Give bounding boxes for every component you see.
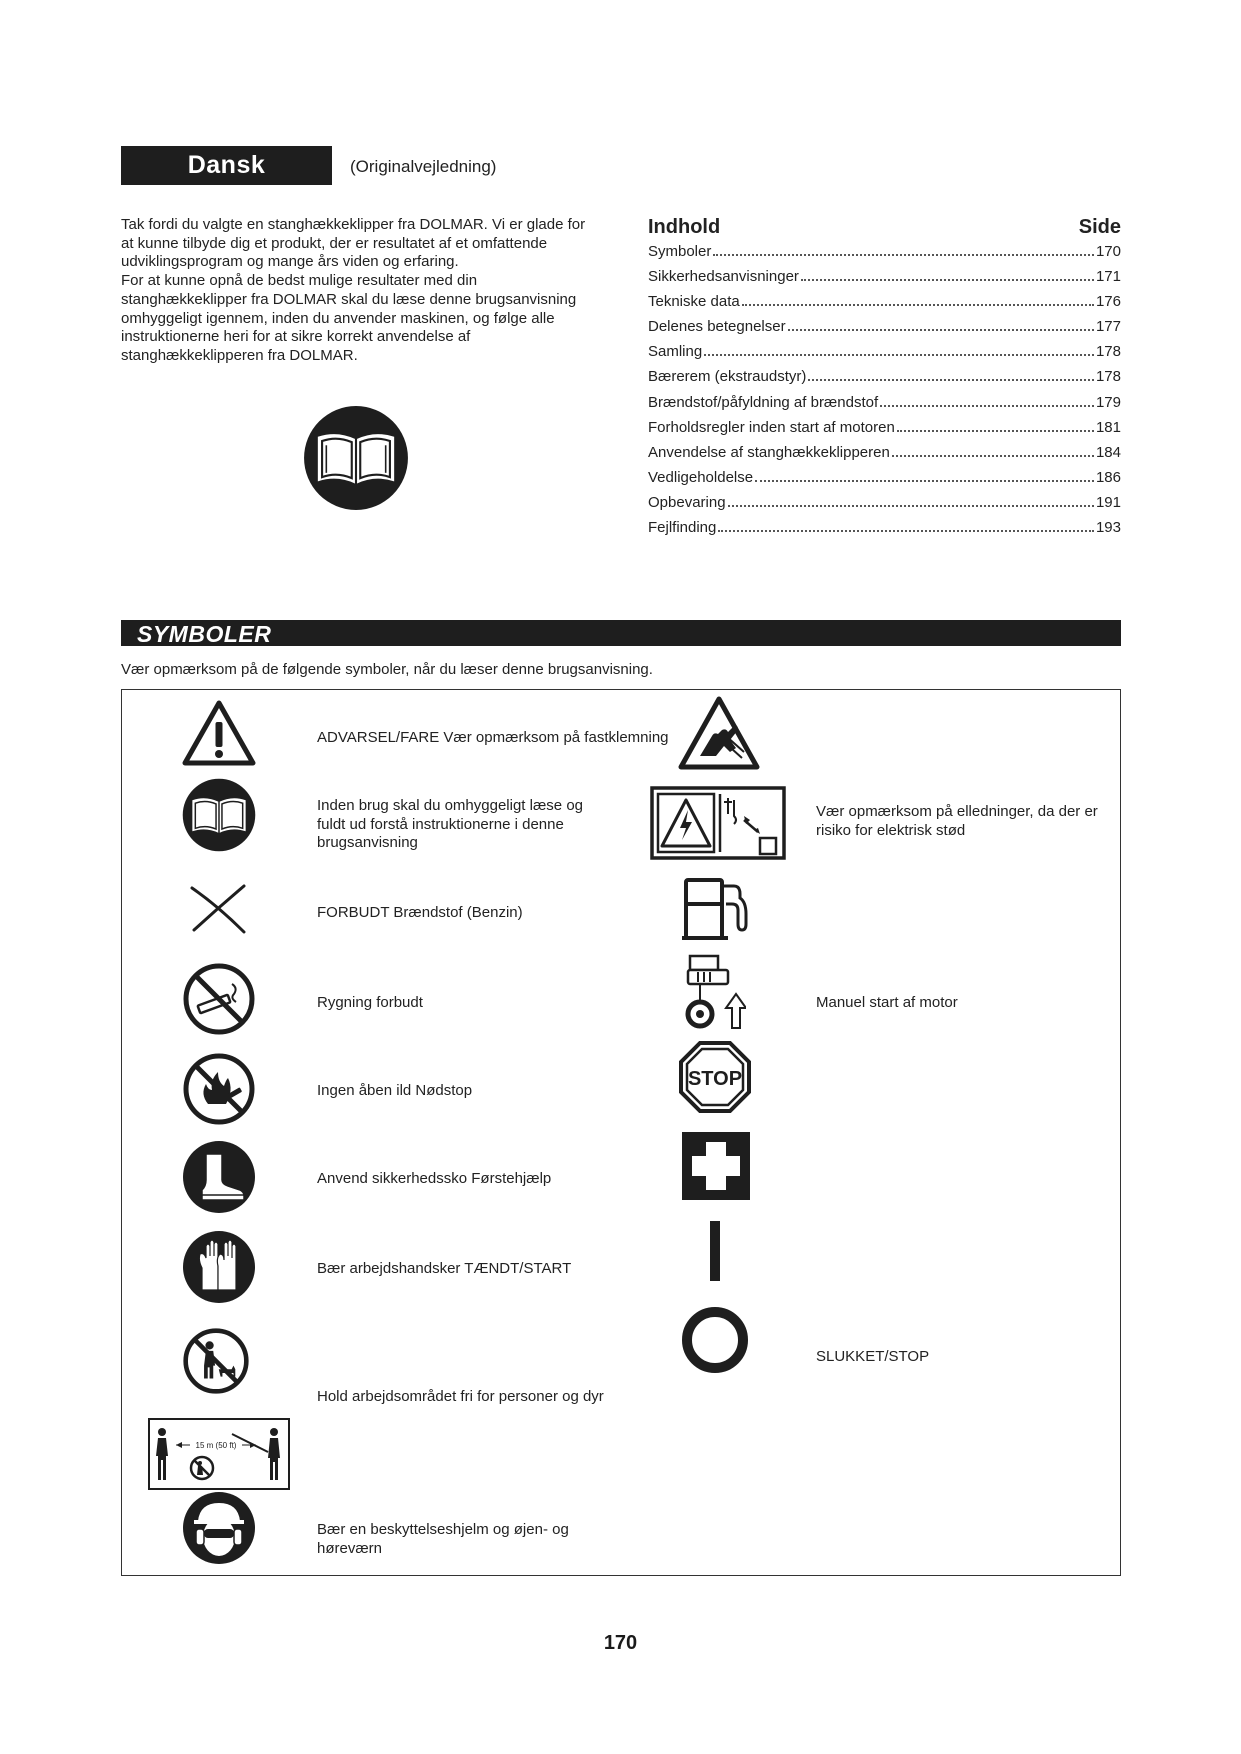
toc-entry-label: Samling bbox=[648, 343, 703, 361]
toc-entry bbox=[648, 293, 1121, 318]
original-manual-subtitle: (Originalvejledning) bbox=[350, 157, 497, 176]
no-open-flame-icon bbox=[182, 1052, 256, 1126]
manual-start-icon bbox=[684, 952, 746, 1030]
symbols-intro: Vær opmærksom på de følgende symboler, når du læser denne brugsanvisning. bbox=[121, 661, 653, 678]
prohibited-cross-icon bbox=[188, 882, 248, 936]
helmet-goggles-ear-protection-icon bbox=[182, 1491, 256, 1565]
toc-entry-label: Opbevaring bbox=[648, 493, 726, 511]
toc-entry-page: 178 bbox=[1095, 368, 1121, 386]
toc-leader-dots bbox=[742, 304, 1094, 306]
toc-entry-page: 179 bbox=[1095, 393, 1121, 411]
toc-entry-label: Fejlfinding bbox=[648, 519, 717, 537]
toc-entry bbox=[648, 394, 1121, 419]
on-start-icon bbox=[708, 1221, 722, 1281]
toc-entry-label: Tekniske data bbox=[648, 293, 740, 311]
symbol-label-protective-gear: Bær en beskyttelseshjelm og øjen- og høreværn bbox=[317, 1521, 569, 1557]
distance-label: 15 m (50 ft) bbox=[195, 1441, 237, 1450]
symbol-label-no-smoking: Rygning forbudt bbox=[317, 994, 423, 1011]
power-line-hazard-icon bbox=[650, 786, 786, 860]
no-smoking-icon bbox=[182, 962, 256, 1036]
no-persons-animals-icon bbox=[182, 1327, 250, 1395]
toc-title: Indhold bbox=[648, 216, 721, 238]
table-of-contents bbox=[648, 216, 1121, 544]
toc-entry-page: 170 bbox=[1095, 243, 1121, 260]
toc-entry-label: Delenes betegnelser bbox=[648, 318, 786, 336]
first-aid-icon bbox=[682, 1132, 750, 1200]
toc-leader-dots bbox=[755, 480, 1094, 482]
toc-entry bbox=[648, 419, 1121, 444]
stop-sign-text: STOP bbox=[687, 1068, 743, 1090]
symbol-label-manual-start: Manuel start af motor bbox=[816, 994, 958, 1011]
symbol-label-no-open-flame: Ingen åben ild Nødstop bbox=[317, 1082, 473, 1099]
toc-entry bbox=[648, 469, 1121, 494]
off-stop-icon bbox=[680, 1305, 750, 1375]
toc-entry-page: 181 bbox=[1095, 418, 1121, 436]
page-number: 170 bbox=[603, 1632, 638, 1654]
intro-text bbox=[121, 216, 601, 366]
pinch-hazard-icon bbox=[678, 696, 760, 770]
toc-entry-page: 177 bbox=[1095, 318, 1121, 336]
toc-leader-dots bbox=[880, 405, 1094, 407]
toc-page-header: Side bbox=[1078, 216, 1121, 238]
toc-leader-dots bbox=[897, 430, 1094, 432]
toc-entry bbox=[648, 343, 1121, 368]
intro-paragraph-2: For at kunne opnå de bedst mulige resultater med din stanghækkeklipper fra DOLMAR skal du læse denne brugsanvisning omhyggeligt igennem, inden du anvender maskinen, og følge alle instruktionerne heri for at sikre korrekt anvendelse af stanghækkeklipperen fra DOLMAR. bbox=[121, 272, 577, 364]
fuel-pump-icon bbox=[682, 876, 752, 942]
toc-entry-page: 176 bbox=[1095, 293, 1121, 311]
toc-leader-dots bbox=[718, 530, 1094, 532]
stop-sign-icon bbox=[678, 1040, 752, 1114]
symbol-label-off-stop: SLUKKET/STOP bbox=[816, 1348, 930, 1365]
toc-entry-label: Symboler bbox=[648, 243, 712, 260]
toc-entry-label: Brændstof/påfyldning af brændstof bbox=[648, 393, 879, 411]
toc-entry-label: Sikkerhedsanvisninger bbox=[648, 268, 799, 286]
toc-entry bbox=[648, 318, 1121, 343]
symbols-heading: SYMBOLER bbox=[121, 620, 1121, 646]
keep-distance-icon bbox=[148, 1418, 290, 1490]
toc-leader-dots bbox=[788, 329, 1094, 331]
toc-entry bbox=[648, 368, 1121, 393]
toc-entry-page: 171 bbox=[1095, 268, 1121, 286]
safety-boots-icon bbox=[182, 1140, 256, 1214]
toc-entry-label: Anvendelse af stanghækkeklipperen bbox=[648, 443, 890, 461]
warning-triangle-icon bbox=[182, 700, 256, 766]
toc-entry-label: Vedligeholdelse bbox=[648, 468, 754, 486]
symbol-label-power-lines: Vær opmærksom på elledninger, da der er risiko for elektrisk stød bbox=[816, 803, 1098, 839]
toc-entry-page: 193 bbox=[1095, 519, 1121, 537]
toc-entry bbox=[648, 243, 1121, 268]
toc-entry-page: 184 bbox=[1095, 443, 1121, 461]
toc-entry bbox=[648, 494, 1121, 519]
toc-entry-label: Bærerem (ekstraudstyr) bbox=[648, 368, 807, 386]
toc-leader-dots bbox=[808, 379, 1094, 381]
toc-leader-dots bbox=[728, 505, 1094, 507]
toc-leader-dots bbox=[704, 354, 1094, 356]
symbol-label-warning: ADVARSEL/FARE Vær opmærksom på fastklemning bbox=[317, 729, 669, 746]
toc-leader-dots bbox=[713, 254, 1094, 256]
symbol-label-safety-boots: Anvend sikkerhedssko Førstehjælp bbox=[317, 1170, 552, 1187]
language-heading: Dansk bbox=[121, 146, 332, 185]
symbol-label-prohibited: FORBUDT Brændstof (Benzin) bbox=[317, 904, 523, 921]
toc-entry-page: 178 bbox=[1095, 343, 1121, 361]
toc-entry-label: Forholdsregler inden start af motoren bbox=[648, 418, 895, 436]
read-manual-icon bbox=[182, 778, 256, 852]
toc-entry-page: 186 bbox=[1095, 468, 1121, 486]
toc-entry bbox=[648, 268, 1121, 293]
toc-entry-page: 191 bbox=[1095, 493, 1121, 511]
symbol-label-gloves: Bær arbejdshandsker TÆNDT/START bbox=[317, 1260, 572, 1277]
symbol-label-read-manual: Inden brug skal du omhyggeligt læse og fuldt ud forstå instruktionerne i denne brugsanvisning bbox=[317, 797, 584, 851]
toc-leader-dots bbox=[892, 455, 1094, 457]
toc-leader-dots bbox=[801, 279, 1094, 281]
gloves-icon bbox=[182, 1230, 256, 1304]
symbol-label-keep-distance: Hold arbejdsområdet fri for personer og dyr bbox=[317, 1388, 604, 1405]
toc-entry bbox=[648, 519, 1121, 544]
read-manual-icon bbox=[303, 405, 409, 511]
intro-paragraph-1: Tak fordi du valgte en stanghækkeklipper fra DOLMAR. Vi er glade for at kunne tilbyde dig et produkt, der er resultatet af et omfattende udviklingsprogram og mange års viden og erfaring. bbox=[121, 216, 586, 271]
toc-entry bbox=[648, 444, 1121, 469]
